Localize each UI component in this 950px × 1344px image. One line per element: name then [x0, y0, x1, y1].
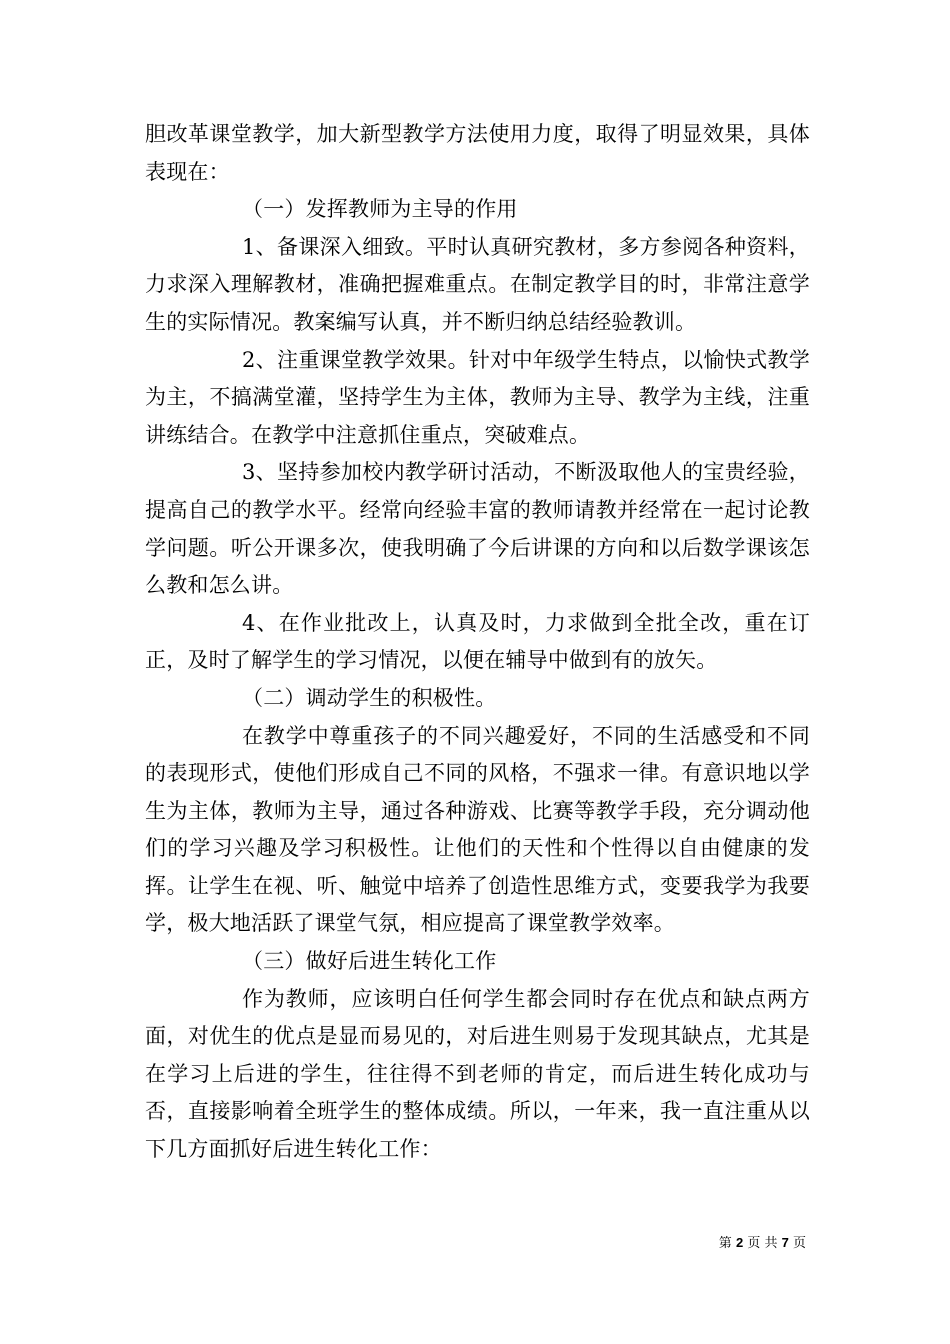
paragraph-student-engagement: 在教学中尊重孩子的不同兴趣爱好，不同的生活感受和不同的表现形式，使他们形成自己不同的风格，不强求一律。有意识地以学生为主体，教师为主导，通过各种游戏、比赛等教学手段，充分调动他们的学习兴趣及学习积极性。让他们的天性和个性得以自由健康的发挥。让学生在视、听、触觉中培养了创造性思维方式，变要我学为我要学，极大地活跃了课堂气氛，相应提高了课堂教学效率。 — [145, 723, 810, 936]
paragraph-item-4: 4、在作业批改上，认真及时，力求做到全批全改，重在订正，及时了解学生的学习情况，以便在辅导中做到有的放矢。 — [145, 610, 810, 673]
section-heading-3: （三）做好后进生转化工作 — [242, 949, 497, 974]
paragraph-struggling-students: 作为教师，应该明白任何学生都会同时存在优点和缺点两方面，对优生的优点是显而易见的，对后进生则易于发现其缺点，尤其是在学习上后进的学生，往往得不到老师的肯定，而后进生转化成功与否，直接影响着全班学生的整体成绩。所以，一年来，我一直注重从以下几方面抓好后进生转化工作： — [145, 986, 810, 1162]
section-heading-2: （二）调动学生的积极性。 — [242, 685, 497, 710]
footer-total-pages: 7 — [781, 1235, 789, 1250]
paragraph-item-1: 1、备课深入细致。平时认真研究教材，多方参阅各种资料，力求深入理解教材，准确把握难重点。在制定教学目的时，非常注意学生的实际情况。教案编写认真，并不断归纳总结经验教训。 — [145, 234, 810, 334]
document-body — [145, 116, 810, 1169]
section-heading-1: （一）发挥教师为主导的作用 — [242, 197, 518, 222]
footer-prefix: 第 — [718, 1236, 732, 1251]
paragraph-continuation: 胆改革课堂教学，加大新型教学方法使用力度，取得了明显效果，具体表现在： — [145, 122, 810, 184]
footer-suffix: 页 — [792, 1236, 806, 1251]
footer-current-page: 2 — [735, 1235, 744, 1250]
page-footer — [719, 1235, 806, 1252]
paragraph-item-3: 3、坚持参加校内教学研讨活动，不断汲取他人的宝贵经验，提高自己的教学水平。经常向经验丰富的教师请教并经常在一起讨论教学问题。听公开课多次，使我明确了今后讲课的方向和以后数学课该怎么教和怎么讲。 — [145, 460, 810, 598]
paragraph-item-2: 2、注重课堂教学效果。针对中年级学生特点，以愉快式教学为主，不搞满堂灌，坚持学生为主体，教师为主导、教学为主线，注重讲练结合。在教学中注意抓住重点，突破难点。 — [145, 347, 810, 447]
footer-middle: 页 共 — [747, 1236, 778, 1251]
